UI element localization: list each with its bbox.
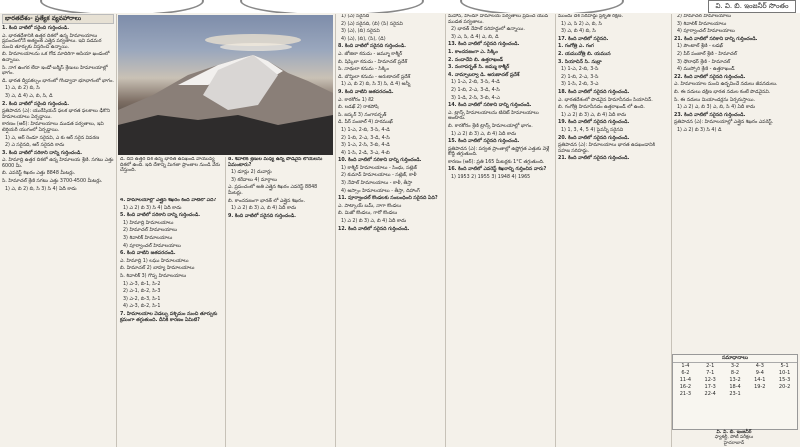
- question-text: 19. కింది వాటిలో సరైనది గుర్తించండి.: [558, 120, 630, 126]
- answer-cell: 12-3: [704, 377, 716, 383]
- answer-row: [673, 384, 797, 391]
- answer-option: సి. హిమాచల్ శ్రేణి సగటు ఎత్తు 3700-4500 మీటర్లు.: [2, 179, 103, 185]
- answer-option: 1) ఎ 2) ఎ, బి 3) ఎ, బి, సి 4) ఏదీ కాదు: [677, 105, 756, 111]
- answer-option: 4) అస్సాం హిమాలయాలు - తీస్తా, దిహాంగ్: [341, 188, 420, 194]
- question-text: 2. కింది వాటిలో సరైంది గుర్తించండి.: [2, 101, 70, 107]
- answer-option: 1) ఎ, బి 2) బి, సి 3) సి, డి 4) అన్నీ: [341, 82, 411, 88]
- column-divider: [116, 14, 117, 447]
- answer-cell: 15-3: [778, 377, 791, 383]
- answer-option: 3) ఎ, డి 4) ఎ, బి, సి, డి: [5, 93, 53, 99]
- answer-key-title: సమాధానాలు: [673, 355, 797, 363]
- answer-cell: 11-4: [679, 377, 692, 383]
- answer-option: 1) పౌంటాల్ శ్రేణి - లడఖ్: [677, 44, 723, 50]
- answer-cell: 22-4: [704, 391, 716, 397]
- author-badge: వి. వి. బి. ఇంజనీర్ సొంతం: [708, 0, 796, 13]
- answer-option: బి. మిజో కొండలు, గారో కొండలు: [338, 211, 398, 217]
- answer-option: 1) డూన్లు 2) దువార్లు: [231, 170, 272, 176]
- author-name: వి. వి. బి. ఇంజనీర్: [716, 430, 752, 435]
- question-text: 10. కింది వాటిలో సరికాని దాన్ని గుర్తించండి.: [338, 158, 422, 164]
- question-text: 22. కింది వాటిలో సరైనది గుర్తించండి.: [674, 74, 746, 80]
- answer-option: 3) ధౌలాధర్ శ్రేణి - హిమాచల్: [677, 59, 731, 65]
- answer-option: 3) 1-ఎ, 2-సి, 3-బి, 4-డి: [341, 143, 390, 149]
- answer-option: 3) (ఎ), (బి) సరైనవి: [341, 29, 380, 35]
- answer-cell: 23-1: [729, 391, 741, 397]
- question-text: 18. కింది వాటిలో సరైనది గుర్తించండి.: [558, 89, 630, 95]
- answer-cell: 7-1: [706, 370, 715, 376]
- answer-option: 1) ఎ, బి 2) బి, సి 3) సి 4) ఏదీ కాదు: [5, 186, 77, 192]
- question-text: 1. గంగోత్రి ఎ. గంగ: [558, 44, 594, 50]
- answer-cell: 3-2: [730, 363, 740, 369]
- answer-option: 1) (ఎ) సరైనది: [341, 14, 370, 19]
- answer-option: ఎ. పాట్కాయ్ బమ్, నాగా కొండలు: [338, 203, 402, 209]
- answer-option: 2) 1-బి, 2-ఎ, 3-డి, 4-సి: [341, 135, 390, 141]
- answer-row: [673, 370, 797, 377]
- answer-option: 3) ఎ, సి, డి 4) ఎ, బి, డి: [451, 34, 499, 40]
- question-text: 13. కింది వాటిలో సరైనది గుర్తించండి.: [448, 42, 520, 48]
- answer-cell: 6-2: [681, 370, 690, 376]
- answer-row: [673, 377, 797, 384]
- answer-cell: 1-4: [681, 363, 690, 369]
- answer-option: 4) పూర్వాంచల్ హిమాలయాలు: [677, 29, 735, 35]
- answer-option: 1) 1-ఎ, 2-బి, 3-సి, 4-డి: [451, 80, 500, 86]
- answer-cell: 9-4: [755, 370, 764, 376]
- question-text: 7. హిమాలయాల వెడల్పు పశ్చిమం నుంచి తూర్పుకు క్రమంగా తగ్గుతుంది. దీనికి కారణం ఏమిటి?: [120, 311, 218, 323]
- caption-text: డి. దీని ఉత్తర దిశ ఉన్న భారత ఉపఖండ వాయువ్య దిశలో ఉంది. ఇది దేశాన్ని మిగతా ప్రాంతాల నుండి వేరు చేస్తుంది.: [120, 157, 220, 174]
- question-text: 5. కింది వాటిలో సరికాని దాన్ని గుర్తించండి.: [120, 213, 201, 219]
- mountain-photo: [118, 15, 333, 155]
- answer-option: 3) శివాలిక్ హిమాలయాలు: [677, 21, 727, 27]
- answer-option: ప్రతిపాదన (ఎ): హిమాలయాల్లో ఎత్తైన శిఖరం ఎవరెస్ట్.: [674, 120, 774, 126]
- answer-option: 1) ఎ 2) బి 3) ఎ, బి 4) ఏదీ కాదు: [451, 131, 517, 137]
- answer-key-table: [672, 354, 798, 430]
- answer-option: 1) ఎ 2) బి 3) ఎ, బి 4) ఏదీ కాదు: [561, 112, 627, 118]
- question-text: 21. కింది వాటిలో సరికాని దాన్ని గుర్తించండి.: [674, 36, 758, 42]
- answer-option: 4) పూర్వాంచల్ హిమాలయాలు: [123, 243, 181, 249]
- answer-option: 1) కాశ్మీర్ హిమాలయాలు - సింధు, సట్లెజ్: [341, 165, 417, 171]
- answer-cell: 13-2: [729, 377, 741, 383]
- answer-option: 2) 1-బి, 2-ఎ, 3-సి: [561, 74, 599, 80]
- answer-option: ప్రతిపాదన (ఎ): పర్వత ప్రాంతాల్లో ఉష్ణోగ్రత ఎత్తుకు వెళ్లే కొద్దీ తగ్గుతుంది.: [448, 146, 550, 158]
- answer-option: బి. హిమాచల్ 2) బాహ్య హిమాలయాలు: [120, 266, 195, 272]
- answer-option: 2) (ఎ) సరైనది, (బి) (సి) సరైనవి: [341, 21, 403, 27]
- answer-option: సి. జస్కర్ 3) నంగాపర్బత్: [338, 112, 387, 118]
- question-text: 8. కింది వాటిలో సరైనది గుర్తించండి.: [338, 44, 406, 50]
- answer-grid: [673, 363, 797, 398]
- answer-option: ఎ. హిమాద్రి ఉత్తర దిశలో ఉన్న హిమాలయ శ్రేణి. సగటు ఎత్తు 6000 మీ.: [2, 158, 114, 169]
- answer-option: 2) 1-బి, 2-ఎ, 3-డి, 4-సి: [451, 87, 500, 93]
- question-text: 1. కింది వాటిలో సరైంది గుర్తించండి.: [2, 26, 70, 31]
- column-1: [0, 14, 116, 447]
- answer-option: సి. ఈ నదులు మియాండర్లను ఏర్పరుస్తాయి.: [674, 97, 756, 103]
- answer-option: డి. పీర్ పంజాల్ 4) హరముఖ్: [338, 120, 393, 126]
- answer-cell: 16-2: [679, 384, 692, 390]
- answer-option: కారణం (ఆర్): ప్రతి 165 మీటర్లకు 1°C తగ్గుతుంది.: [448, 159, 545, 165]
- answer-option: 3) కరేవాలు 4) మార్గాలు: [231, 177, 278, 183]
- question-text: 3. సియాచిన్ సి. నుబ్రా: [558, 59, 602, 65]
- answer-option: సి. నాథులా కనుమ - సిక్కిం: [338, 67, 389, 73]
- answer-option: 3) ఎ, బి 4) బి, సి: [561, 29, 596, 35]
- mountain-peak-illustration: [118, 15, 333, 155]
- question-text: 3. కింది వాటిలో సరికాని దాన్ని గుర్తించండి.: [2, 150, 83, 156]
- answer-option: 1) ఎ 2) బి 3) సి 4) డి: [677, 127, 722, 133]
- question-text: 8. శివాలిక్ శ్రేణుల మధ్య ఉన్న పొడవైన లోయలను ఏమంటారు?: [228, 157, 323, 168]
- section-title: భారతదేశం- ప్రత్యేక వ్యవహారాలు: [2, 14, 114, 24]
- column-5: [446, 14, 554, 447]
- answer-option: కారణం (ఆర్): హిమాలయాలు ముడత పర్వతాలు, ఇవి టెర్షియరీ యుగంలో ఏర్పడ్డాయి.: [2, 122, 104, 133]
- answer-option: 3) శివాలిక్ హిమాలయాలు: [123, 235, 173, 241]
- answer-option: 4) ఎ-3, బి-2, సి-1: [123, 304, 161, 310]
- page-banner: [0, 0, 800, 13]
- answer-option: ఎ. జోజిలా కనుమ - జమ్మూ కాశ్మీర్: [338, 51, 403, 57]
- answer-option: బి. హిమాలయాలను ఒక గోడ మాదిరిగా ఆసియా ఖండంలో ఉన్నాయి.: [2, 52, 110, 63]
- banner-decoration: [240, 0, 424, 13]
- answer-option: 1) ఎ, బి 2) బి, సి: [5, 86, 40, 92]
- answer-option: ఎ. ప్రపంచంలో అతి ఎత్తైన శిఖరం ఎవరెస్ట్ 8848 మీటర్లు.: [228, 185, 318, 196]
- answer-option: ప్రతిపాదన (ఎ): యురేషియన్ ఫలక భారత ఫలకాలు ఢీకొని హిమాలయాలు ఏర్పడ్డాయి.: [2, 109, 110, 120]
- answer-cell: 10-1: [778, 370, 791, 376]
- answer-option: 3) నేపాల్ హిమాలయాలు - కాళీ, తీస్తా: [341, 181, 413, 187]
- answer-option: 2) కుమావ్ హిమాలయాలు - సట్లెజ్, కాళీ: [341, 173, 417, 179]
- answer-option: 1) ఎ 2) బి 3) ఎ, బి 4) ఏదీ కాదు: [231, 206, 297, 212]
- answer-option: 1) ఎ 2) బి 3) ఎ, బి 4) ఏదీ కాదు: [341, 219, 407, 225]
- photo-caption: [118, 157, 224, 197]
- question-text: 14. కింది వాటిలో సరికాని దాన్ని గుర్తించండి.: [448, 103, 532, 109]
- answer-option: బి. ఎవరెస్ట్ శిఖరం ఎత్తు 8848 మీటర్లు.: [2, 171, 76, 177]
- answer-option: ఎ. భారతదేశంలో పొడవైన హిమానీనదం సియాచిన్.: [558, 97, 653, 103]
- question-text: 21. కింది వాటిలో సరైనది గుర్తించండి.: [558, 156, 630, 162]
- banner-decoration: [460, 0, 624, 13]
- answer-option: ఎ. కారకోరం 1) కే2: [338, 97, 374, 103]
- answer-cell: 21-3: [679, 391, 692, 397]
- question-text: 2. యమునోత్రి బి. యమున: [558, 51, 611, 57]
- question-text: 11. పూర్వాంచల్ కొండలకు సంబంధించి సరైనది ఏది?: [338, 196, 438, 202]
- answer-option: 4) 1-సి, 2-డి, 3-ఎ, 4-బి: [341, 150, 390, 156]
- answer-row: [673, 363, 797, 370]
- column-7: [672, 14, 798, 352]
- author-location: హైదరాబాద్: [723, 440, 745, 446]
- answer-option: ప్రతిపాదన (ఎ): హిమాలయాలు భారత ఉపఖండానికి సహజ సరిహద్దు.: [558, 143, 655, 154]
- answer-option: 1) 1-ఎ, 2-బి, 3-సి, 4-డి: [341, 127, 390, 133]
- answer-cell: 14-1: [754, 377, 766, 383]
- question-text: 20. కింది వాటిలో సరైనది గుర్తించండి.: [558, 135, 630, 141]
- column-2: [118, 198, 224, 447]
- answer-option: 1) ఎ, సి 2) ఎ, బి, సి: [561, 21, 602, 27]
- answer-option: బి. లడఖ్ 2) రాకపోషి: [338, 105, 379, 111]
- answer-cell: 18-4: [729, 384, 741, 390]
- answer-option: ఎ. హిమాద్రి 1) లఘు హిమాలయాలు: [120, 258, 189, 264]
- answer-option: 2) హిమాచల్ హిమాలయాలు: [677, 14, 732, 19]
- answer-option: ఎ. హిమాలయాల నుంచి ఉద్భవించే నదులు జీవనదులు.: [674, 82, 778, 88]
- question-text: 6. కింది వాటిని జతపరచండి.: [120, 251, 176, 257]
- question-text: 17. కింది వాటిలో సరైనది.: [558, 36, 609, 42]
- answer-option: 1) 1953 2) 1955 3) 1948 4) 1965: [451, 175, 531, 181]
- question-text: 1. కాంచనజంగా ఎ. సిక్కిం: [448, 49, 498, 55]
- answer-cell: 8-2: [730, 370, 740, 376]
- answer-option: 1) 1-ఎ, 2-బి, 3-సి: [561, 67, 599, 73]
- answer-option: 2) ఎ-1, బి-2, సి-3: [123, 289, 161, 295]
- answer-option: ముందు దేశ సరిహద్దు ప్రకృతి రక్షణ.: [558, 14, 623, 19]
- answer-option: 1) ఎ, ఆర్ రెండూ సరైనవి, ఎ కు ఆర్ సరైన వివరణ: [5, 135, 100, 141]
- column-3: [226, 157, 334, 447]
- question-text: 2. నందాదేవి బి. ఉత్తరాఖండ్: [448, 57, 503, 63]
- question-text: 9. కింది వాటిలో సరైనది గుర్తించండి.: [228, 213, 296, 219]
- question-text: 9. కింది వాటిని జతపరచండి.: [338, 89, 394, 95]
- answer-option: బి. కాంచనజంగా భారత్ లో ఎత్తైన శిఖరం.: [228, 198, 305, 204]
- answer-option: సి. నాగ ఉంగర లేదా ఇండో-బర్మీస్ శ్రేణులు హిమాలయాల్లో భాగం.: [2, 65, 108, 77]
- answer-option: 2) హిమాచల్ హిమాలయాలు: [123, 228, 178, 234]
- question-text: 4. హిమాలయాల్లో ఎత్తైన శిఖరం కింది వాటిలో ఏది?: [120, 198, 217, 203]
- answer-option: మహాన్, హిందూ హిమాలయ పర్వతాలు ప్రపంచ యువ ముడత పర్వతాలు.: [448, 14, 549, 25]
- answer-option: 1) ఎ 2) బి 3) సి 4) ఏదీ కాదు: [123, 205, 182, 211]
- question-text: 23. కింది వాటిలో సరైనది గుర్తించండి.: [674, 112, 746, 118]
- answer-option: డి. బొమ్డిలా కనుమ - అరుణాచల్ ప్రదేశ్: [338, 74, 411, 80]
- answer-option: 2) భారత్ నేపాల్ సరిహద్దులో ఉన్నాయి.: [451, 27, 525, 33]
- answer-cell: 20-2: [778, 384, 791, 390]
- answer-option: 1) ఎ-3, బి-1, సి-2: [123, 281, 161, 287]
- answer-option: సి. శివాలిక్ 3) గొప్ప హిమాలయాలు: [120, 273, 187, 279]
- answer-option: బి. షిప్కిలా కనుమ - హిమాచల్ ప్రదేశ్: [338, 59, 408, 65]
- answer-option: డి. భారత ద్వీపకల్పం భాగంలో గొండ్వానా భూభాగంలో భాగం.: [2, 78, 114, 84]
- answer-option: 2) పీర్ పంజాల్ శ్రేణి - హిమాచల్: [677, 51, 737, 57]
- question-text: 12. కింది వాటిలో సరైనది గుర్తించండి.: [338, 226, 410, 232]
- answer-option: బి. కారకోరం శ్రేణి ట్రాన్స్ హిమాలయాల్లో భాగం.: [448, 123, 533, 129]
- answer-cell: 4-3: [755, 363, 764, 369]
- answer-cell: 17-3: [704, 384, 716, 390]
- answer-option: 1) హిమాద్రి హిమాలయాలు: [123, 220, 174, 226]
- question-text: 15. కింది వాటిలో సరైనది గుర్తించండి.: [448, 139, 520, 145]
- answer-option: 4) ముస్సోరి శ్రేణి - ఉత్తరాఖండ్: [677, 67, 735, 73]
- answer-option: 3) 1-డి, 2-సి, 3-బి, 4-ఎ: [451, 95, 500, 101]
- answer-option: 3) 1-సి, 2-బి, 3-ఎ: [561, 82, 599, 88]
- answer-option: ఎ. ట్రాన్స్ హిమాలయాలను టిబెట్ హిమాలయాలు అంటారు.: [448, 110, 539, 122]
- answer-row: [673, 391, 797, 398]
- answer-option: 2) ఎ సరైనది, ఆర్ సరైనది కాదు: [5, 143, 65, 149]
- answer-cell: 19-2: [754, 384, 766, 390]
- answer-option: 4) (ఎ), (బి), (సి), (డి): [341, 36, 386, 42]
- answer-cell: 2-1: [706, 363, 715, 369]
- answer-cell: 5-1: [780, 363, 789, 369]
- answer-option: బి. ఈ నదులు దక్షిణ భారత నదుల కంటే పొడవైనవి.: [674, 89, 771, 95]
- answer-option: ఎ. భారతదేశానికి ఉత్తర దిశలో ఉన్న హిమాలయాలు ప్రపంచంలోనే అత్యంత ఎత్తైన పర్వతాలు. ఇవి పడమర నుంచి తూర్పుకు విస్తరించి ఉన్నాయి.: [2, 33, 102, 50]
- author-role: ఫ్యాకల్టీ, పోటీ పరీక్షలు: [714, 435, 754, 441]
- banner-decoration: [40, 0, 204, 13]
- answer-option: 3) ఎ-2, బి-3, సి-1: [123, 296, 161, 302]
- author-signature: [672, 430, 796, 446]
- question-text: 4. నామ్చాబర్వా డి. అరుణాచల్ ప్రదేశ్: [448, 72, 520, 78]
- column-4: [336, 14, 444, 447]
- column-6: [556, 14, 670, 447]
- question-text: 16. కింది వాటిలో ఎవరెస్ట్ శిఖరాన్ని గుర్తించిన వారు?: [448, 167, 547, 173]
- answer-option: బి. గంగోత్రి హిమానీనదం ఉత్తరాఖండ్ లో ఉంది.: [558, 105, 645, 111]
- question-text: 3. నంగాపర్బత్ సి. జమ్ము కాశ్మీర్: [448, 65, 510, 71]
- answer-option: 1) 1, 3, 4, 5 4) పైవన్నీ సరైనవి: [561, 127, 624, 133]
